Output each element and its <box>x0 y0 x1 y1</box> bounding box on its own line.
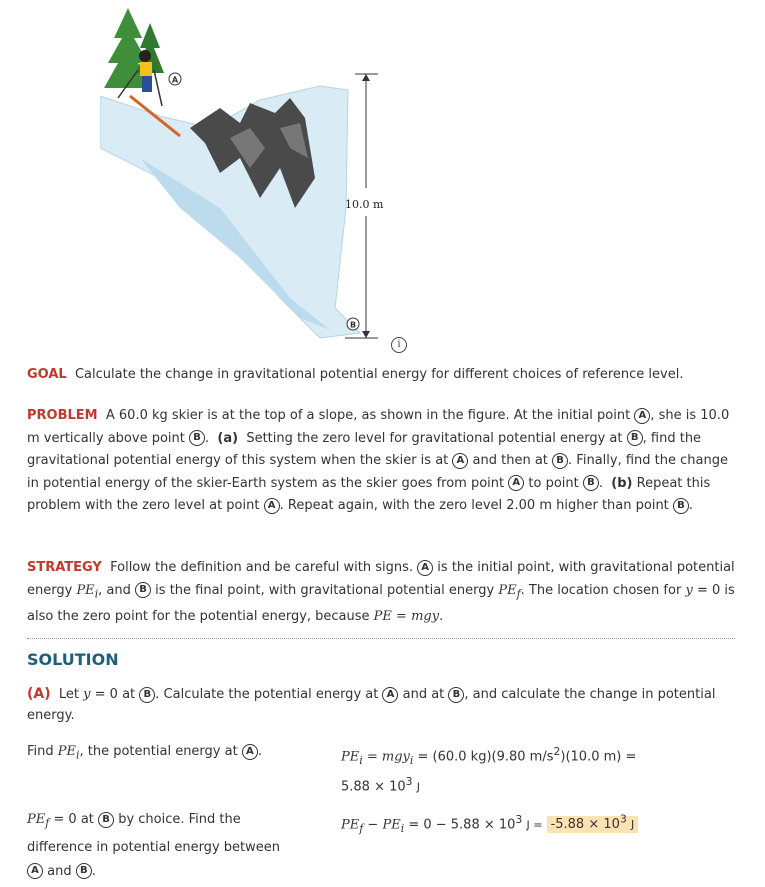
solution-heading: SOLUTION <box>27 650 119 669</box>
y-symbol: y <box>685 582 693 598</box>
equation-text: = mgy <box>366 749 410 765</box>
pe-formula: PE = mgy <box>373 608 440 624</box>
pe-symbol: PE <box>382 817 401 833</box>
point-b-symbol: B <box>583 475 599 491</box>
strategy-text: , and <box>98 582 131 598</box>
solution-text: = 0 at <box>94 687 136 702</box>
problem-text: , she is 10.0 m vertically above point <box>27 408 730 446</box>
point-a-symbol: A <box>417 560 433 576</box>
equation-text: J = <box>526 818 543 832</box>
pe-symbol: PE <box>76 582 95 598</box>
subscript: f <box>45 816 50 830</box>
problem-label: PROBLEM <box>27 408 98 423</box>
step2-description <box>27 808 297 884</box>
goal-text: Calculate the change in gravitational potential energy for different choices of reference level. <box>74 367 684 382</box>
problem-text: and then at <box>472 453 548 468</box>
equation-text: )(10.0 m) = <box>560 749 637 765</box>
problem-text: to point <box>528 475 579 491</box>
pe-symbol: PE <box>498 582 517 598</box>
problem-text: A 60.0 kg skier is at the top of a slope, as shown in the figure. At the initial point <box>105 408 631 423</box>
solution-text: . Calculate the potential energy at <box>155 687 379 702</box>
unit: J <box>416 780 420 794</box>
solution-text: Let <box>58 687 80 702</box>
part-b-label: (b) <box>611 475 633 491</box>
strategy-text: . The location chosen for <box>520 582 682 598</box>
solution-text: . <box>91 863 96 879</box>
pe-symbol: PE <box>57 744 77 759</box>
subscript: i <box>359 753 363 767</box>
problem-text: . <box>598 475 604 491</box>
problem-text: Repeat this problem with the zero level at point <box>27 475 711 513</box>
step2-equation <box>341 808 638 841</box>
point-a-symbol: A <box>634 408 650 424</box>
strategy-text: is the final point, with gravitational potential energy <box>155 582 495 598</box>
skier-slope-figure <box>100 8 420 356</box>
subscript: f <box>359 821 364 835</box>
superscript: 2 <box>553 745 561 758</box>
solution-text: Find <box>27 744 54 759</box>
solution-text: . <box>257 744 262 759</box>
point-b-symbol: B <box>627 430 643 446</box>
problem-text: . Finally, find the change in potential energy of the skier-Earth system as the skier goes from point <box>27 453 728 491</box>
superscript: 3 <box>515 813 523 826</box>
subscript: i <box>409 753 414 767</box>
point-a-symbol: A <box>508 475 524 491</box>
solution-text: and <box>47 863 72 879</box>
step1-description <box>27 740 297 768</box>
subscript: i <box>76 748 80 762</box>
problem-text: , find the gravitational potential energy of this system when the skier is at <box>27 430 702 468</box>
point-b-symbol: B <box>448 687 464 703</box>
step1-result <box>341 770 420 799</box>
point-a-symbol: A <box>382 687 398 703</box>
problem-text: . Repeat again, with the zero level 2.00 m higher than point <box>279 498 669 513</box>
superscript: 3 <box>405 775 413 788</box>
subscript: i <box>94 587 99 601</box>
info-icon[interactable]: i <box>391 337 407 353</box>
point-b-symbol: B <box>552 453 568 469</box>
strategy-text: = 0 is also the zero point for the potential energy, because <box>27 582 735 624</box>
answer-box <box>547 813 639 833</box>
part-a-label: (a) <box>217 430 239 446</box>
answer-value: -5.88 × 10 <box>550 817 620 833</box>
subscript: i <box>400 821 405 835</box>
solution-intro <box>27 684 737 726</box>
solution-part-a-label: (A) <box>27 686 51 702</box>
pe-symbol: PE <box>341 749 360 765</box>
problem-paragraph <box>27 405 737 518</box>
point-b-symbol: B <box>135 582 151 598</box>
unit: J <box>630 818 635 832</box>
equation-text: = (60.0 kg)(9.80 m/s <box>417 749 554 765</box>
section-divider <box>27 638 735 639</box>
superscript: 3 <box>619 813 627 826</box>
result-value: 5.88 × 10 <box>341 779 406 795</box>
pe-symbol: PE <box>27 812 46 827</box>
problem-text: . <box>205 430 210 446</box>
problem-text: Setting the zero level for gravitational potential energy at <box>246 430 623 446</box>
point-a-symbol: A <box>242 744 258 760</box>
equation-text: − <box>367 817 379 833</box>
point-b-symbol: B <box>189 430 205 446</box>
point-b-symbol: B <box>76 863 92 879</box>
goal-label: GOAL <box>27 367 67 382</box>
point-b-symbol: B <box>139 687 155 703</box>
strategy-text: Follow the definition and be careful with signs. <box>110 560 414 575</box>
problem-text: . <box>688 498 694 513</box>
point-b-marker: B <box>349 320 357 330</box>
solution-text: and at <box>402 687 445 702</box>
point-b-symbol: B <box>673 498 689 514</box>
solution-text: by choice. Find the difference in potential energy between <box>27 812 280 855</box>
strategy-text: . <box>439 608 444 624</box>
strategy-paragraph <box>27 557 737 628</box>
step1-equation <box>341 740 636 773</box>
equation-text: = 0 − 5.88 × 10 <box>408 817 516 833</box>
point-b-symbol: B <box>98 812 114 828</box>
point-a-symbol: A <box>264 498 280 514</box>
strategy-label: STRATEGY <box>27 560 102 575</box>
goal-paragraph <box>27 364 737 387</box>
subscript: f <box>516 587 521 601</box>
y-symbol: y <box>83 687 91 702</box>
height-label: 10.0 m <box>345 198 384 211</box>
point-a-symbol: A <box>27 863 43 879</box>
point-a-marker: A <box>171 75 179 85</box>
solution-text: , and calculate the change in potential energy. <box>27 687 716 723</box>
point-a-symbol: A <box>452 453 468 469</box>
solution-text: = 0 at <box>53 812 94 827</box>
pe-symbol: PE <box>341 817 360 833</box>
strategy-text: is the initial point, with gravitational potential energy <box>27 560 735 598</box>
solution-text: , the potential energy at <box>79 744 238 759</box>
